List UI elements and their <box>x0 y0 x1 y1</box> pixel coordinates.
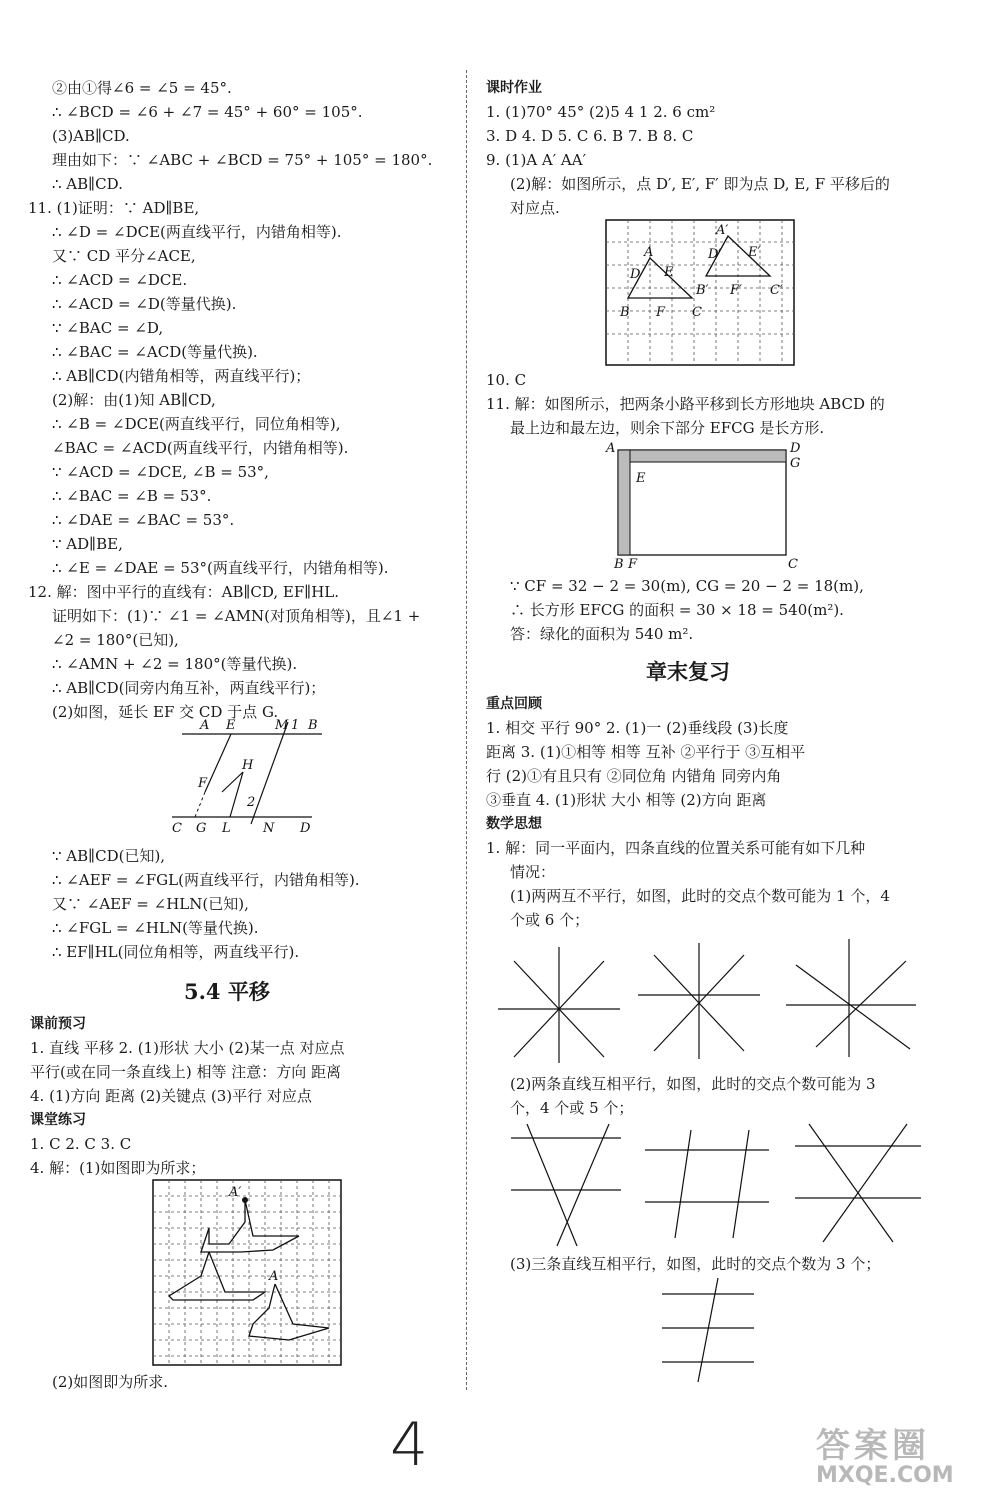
text-line: ∴ ∠ACD = ∠DCE. <box>52 271 188 289</box>
text-line: (2)两条直线互相平行，如图，此时的交点个数可能为 3 <box>510 1075 876 1093</box>
text-line: 1. (1)70° 45° (2)5 4 1 2. 6 cm² <box>486 103 716 121</box>
subsection-heading: 重点回顾 <box>486 696 542 712</box>
text-line: ∴ ∠ACD = ∠D(等量代换). <box>52 295 237 313</box>
text-line: 10. C <box>486 371 527 389</box>
text-line: 最上边和最左边，则余下部分 EFCG 是长方形. <box>510 419 825 437</box>
text-line: ∴ AB∥CD. <box>52 175 123 193</box>
figure-label: G <box>790 456 801 471</box>
figure-label: D <box>300 821 311 836</box>
figure-label: B <box>614 557 624 572</box>
subsection-heading: 数学思想 <box>486 816 542 832</box>
four-lines-figure-1 <box>490 935 960 1065</box>
text-line: 对应点. <box>510 199 560 217</box>
text-line: ∴ AB∥CD(内错角相等，两直线平行)； <box>52 367 311 385</box>
text-line: ∠BAC = ∠ACD(两直线平行，内错角相等). <box>52 439 349 457</box>
figure-label: A <box>606 441 616 456</box>
text-line: ∵ AB∥CD(已知), <box>52 847 166 865</box>
text-line: ②由①得∠6 = ∠5 = 45°. <box>52 79 232 97</box>
figure-label: H <box>242 758 254 773</box>
figure-label: E <box>664 265 674 280</box>
text-line: 1. 解：同一平面内，四条直线的位置关系可能有如下几种 <box>486 839 866 857</box>
text-line: ∴ ∠AMN + ∠2 = 180°(等量代换). <box>52 655 298 673</box>
text-line: (1)两两互不平行，如图，此时的交点个数可能为 1 个，4 <box>510 887 890 905</box>
text-line: ∵ AD∥BE, <box>52 535 123 553</box>
text-line: 个或 6 个； <box>510 911 590 929</box>
text-line: 理由如下：∵ ∠ABC + ∠BCD = 75° + 105° = 180°. <box>52 151 433 169</box>
text-line: 证明如下：(1)∵ ∠1 = ∠AMN(对顶角相等)，且∠1 + <box>52 607 421 625</box>
text-line: 4. 解：(1)如图即为所求； <box>30 1159 206 1177</box>
text-line: 1. C 2. C 3. C <box>30 1135 132 1153</box>
text-line: ∵ ∠BAC = ∠D, <box>52 319 164 337</box>
text-line: (3)AB∥CD. <box>52 127 130 145</box>
figure-label: C <box>172 821 182 836</box>
text-line: 4. (1)方向 距离 (2)关键点 (3)平行 对应点 <box>30 1087 312 1105</box>
text-line: 平行(或在同一条直线上) 相等 注意：方向 距离 <box>30 1063 342 1081</box>
four-lines-figure-2 <box>505 1120 965 1250</box>
figure-label: A′ <box>229 1185 242 1200</box>
text-line: 个，4 个或 5 个； <box>510 1099 634 1117</box>
text-line: 12. 解：图中平行的直线有：AB∥CD, EF∥HL. <box>28 583 340 601</box>
text-line: (2)解：由(1)知 AB∥CD, <box>52 391 216 409</box>
text-line: (2)如图，延长 EF 交 CD 于点 G. <box>52 703 279 721</box>
figure-label: C <box>788 557 798 572</box>
text-line: ∵ CF = 32 − 2 = 30(m), CG = 20 − 2 = 18(m), <box>510 577 864 595</box>
text-line: ∴ ∠BAC = ∠ACD(等量代换). <box>52 343 258 361</box>
figure-label: F <box>198 776 208 791</box>
figure-label: E <box>226 718 236 733</box>
text-line: 情况： <box>510 863 556 881</box>
figure-label: F <box>656 305 666 320</box>
rectangle-field-figure <box>606 440 806 570</box>
figure-label: D′ <box>708 247 722 262</box>
text-line: ∴ ∠AEF = ∠FGL(两直线平行，内错角相等). <box>52 871 360 889</box>
text-line: 又∵ CD 平分∠ACE, <box>52 247 196 265</box>
text-line: 3. D 4. D 5. C 6. B 7. B 8. C <box>486 127 694 145</box>
text-line: ∴ ∠DAE = ∠BAC = 53°. <box>52 511 235 529</box>
figure-label: C′ <box>770 283 783 298</box>
text-line: ∴ AB∥CD(同旁内角互补，两直线平行)； <box>52 679 326 697</box>
parallel-lines-figure <box>160 712 330 837</box>
figure-label: D <box>630 267 641 282</box>
text-line: 9. (1)A A′ AA′ <box>486 151 587 169</box>
page-number: 4 <box>390 1410 429 1480</box>
figure-label: F <box>628 557 638 572</box>
text-line: ∵ ∠ACD = ∠DCE, ∠B = 53°, <box>52 463 269 481</box>
figure-label: F′ <box>730 283 742 298</box>
text-line: 距离 3. (1)①相等 相等 互补 ②平行于 ③互相平 <box>486 743 806 761</box>
text-line: ∴ EF∥HL(同位角相等，两直线平行). <box>52 943 300 961</box>
figure-label: B <box>308 718 318 733</box>
figure-label: G <box>196 821 207 836</box>
figure-label: A <box>200 718 210 733</box>
figure-label: B′ <box>696 283 709 298</box>
text-line: 11. 解：如图所示，把两条小路平移到长方形地块 ABCD 的 <box>486 395 885 413</box>
chapter-title: 章末复习 <box>646 659 730 684</box>
text-line: 11. (1)证明：∵ AD∥BE, <box>28 199 200 217</box>
figure-label: A′ <box>716 223 729 238</box>
text-line: ∴ ∠BAC = ∠B = 53°. <box>52 487 212 505</box>
subsection-heading: 课前预习 <box>30 1016 86 1032</box>
text-line: 行 (2)①有且只有 ②同位角 内错角 同旁内角 <box>486 767 782 785</box>
translation-grid-figure-9 <box>606 220 794 365</box>
figure-label: N <box>263 821 275 836</box>
text-line: ∴ ∠E = ∠DAE = 53°(两直线平行，内错角相等). <box>52 559 389 577</box>
figure-label: D <box>790 441 801 456</box>
figure-label: A <box>269 1269 279 1284</box>
figure-label: E <box>636 471 646 486</box>
text-line: (2)解：如图所示，点 D′, E′, F′ 即为点 D, E, F 平移后的 <box>510 175 890 193</box>
text-line: (2)如图即为所求. <box>52 1373 169 1391</box>
text-line: ∴ ∠FGL = ∠HLN(等量代换). <box>52 919 259 937</box>
text-line: 答：绿化的面积为 540 m². <box>510 625 694 643</box>
section-title: 5.4 平移 <box>184 979 270 1004</box>
text-line: ∠2 = 180°(已知), <box>52 631 179 649</box>
text-line: 1. 相交 平行 90° 2. (1)一 (2)垂线段 (3)长度 <box>486 719 789 737</box>
text-line: (3)三条直线互相平行，如图，此时的交点个数为 3 个； <box>510 1255 881 1273</box>
text-line: 又∵ ∠AEF = ∠HLN(已知), <box>52 895 249 913</box>
figure-label: M <box>275 718 289 733</box>
text-line: ∴ 长方形 EFCG 的面积 = 30 × 18 = 540(m²). <box>510 601 844 619</box>
figure-label: E′ <box>748 245 761 260</box>
text-line: ∴ ∠B = ∠DCE(两直线平行，同位角相等), <box>52 415 341 433</box>
figure-label: A <box>644 245 654 260</box>
translation-grid-figure <box>153 1180 341 1365</box>
text-line: ∴ ∠BCD = ∠6 + ∠7 = 45° + 60° = 105°. <box>52 103 363 121</box>
text-line: 1. 直线 平移 2. (1)形状 大小 (2)某一点 对应点 <box>30 1039 345 1057</box>
text-line: ∴ ∠D = ∠DCE(两直线平行，内错角相等). <box>52 223 342 241</box>
column-divider <box>466 70 467 1390</box>
subsection-heading: 课堂练习 <box>30 1112 86 1128</box>
figure-label: 1 <box>291 718 300 733</box>
watermark-logo: 答案圈 MXQE.COM <box>816 1426 954 1488</box>
figure-label: C <box>692 305 702 320</box>
figure-label: 2 <box>247 795 256 810</box>
figure-label: B <box>620 305 630 320</box>
text-line: ③垂直 4. (1)形状 大小 相等 (2)方向 距离 <box>486 791 767 809</box>
figure-label: L <box>222 821 231 836</box>
four-lines-figure-3 <box>660 1276 760 1386</box>
subsection-heading: 课时作业 <box>486 80 542 96</box>
